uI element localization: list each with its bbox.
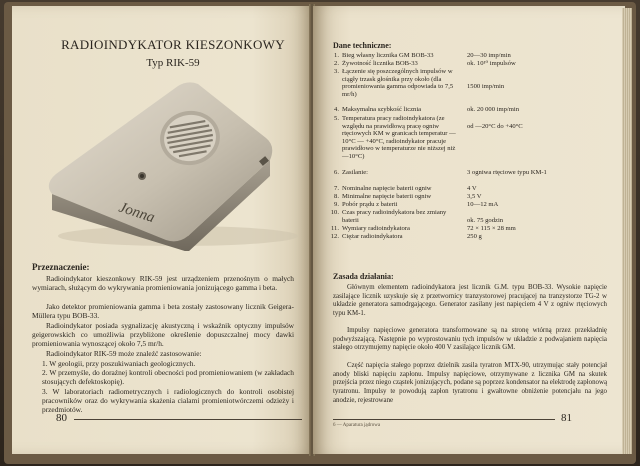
paragraph: Radioindykator posiada sygnalizację akustyczną i wskaźnik optyczny impulsów geigerowskich co umożliwia przybliżone określenie dopuszczalnej mocy dawki promieniowania wynoszącej około 7,5 mr/h. (32, 321, 294, 349)
paragraph: Głównym elementem radioindykatora jest licznik G.M. typu BOB-33. Wysokie napięcie zasilające licznik uzyskuje się z przetwornicy tranzystorowej pracującej na tranzystorze TG-2 w układzie generatora samodrgającego. Generator zasilany jest napięciem 4 V z ogniw rtęciowych typu KM-1. (333, 284, 607, 318)
spec-label: Żywotność licznika BOB-33 (342, 60, 418, 67)
spec-label: Wymiary radioindykatora (342, 225, 410, 232)
page-edges (622, 8, 632, 454)
spec-label: Ciężar radioindykatora (342, 233, 403, 240)
paragraph: Radioindykator kieszonkowy RIK-59 jest urządzeniem przenośnym o małych wymiarach, służącym do wykrywania promieniowania jonizującego gamma i beta. (32, 274, 294, 293)
spec-row (327, 209, 617, 225)
left-page (12, 6, 312, 454)
spec-row (327, 68, 617, 106)
paragraph: Impulsy napięciowe generatora transformowane są na stronę wtórną przez przekładnię podwyższającą. Następnie po wyprostowaniu tych impulsów w układzie z podwajaniem napięcia stałego otrzymujemy napięcie około 400 V zasilające licznik GM. (333, 327, 607, 352)
spec-number: 11. (331, 225, 339, 232)
spec-number: 7. (334, 185, 339, 192)
spec-row (327, 193, 617, 201)
paragraph: Jako detektor promieniowania gamma i beta zostały zastosowany licznik Geigera-Müllera typu BOB-33. (32, 302, 294, 321)
spec-number: 9. (334, 201, 339, 208)
spec-label: Łączenie się poszczególnych impulsów w ciągły trzask głośnika przy około (dla promieniowania gamma odpowiada to 7,5 mr/h) (342, 68, 454, 98)
paragraph: Część napięcia stałego poprzez dzielnik zasila tyratron MTX-90, utrzymując stały potencjał anody bliski napięciu zapłonu. Impulsy napięciowe, otrzymywane z licznika GM na skutek przejścia przez niego cząstek jonizujących, podane są poprzez kondensator na elektrodę zapłonową tyratronu. Impulsy te powodują zapłon tyratronu i gwałtowne obniżenie potencjału na jego anodzie, rejestrowane (333, 362, 607, 404)
spec-row (327, 185, 617, 193)
spec-number: 4. (334, 106, 339, 113)
spec-label: Nominalne napięcie baterii ogniw (342, 185, 432, 192)
device-brand-logo: Jonna (116, 199, 157, 227)
purpose-heading: Przeznaczenie: (32, 262, 90, 272)
list-item: 3. W laboratoriach radiometrycznych i radiologicznych do kontroli osobistej pracowników oraz do wykrywania skażenia cialami promieniotwórczemi odzieży i przedmiotów. (42, 387, 294, 415)
spec-value: 72 × 115 × 28 mm (467, 225, 516, 232)
spec-number: 12. (330, 233, 339, 240)
spec-value: od —20°C do +40°C (467, 123, 523, 130)
footer-rule (333, 419, 555, 420)
spec-label: Bieg własny licznika GM BOB-33 (342, 52, 434, 59)
spec-number: 1. (334, 52, 339, 59)
spec-number: 3. (334, 68, 339, 75)
paragraph: Radioindykator RIK-59 może znaleźć zastosowanie: (46, 349, 202, 358)
spec-label: Zasilanie: (342, 169, 368, 176)
spec-row (327, 233, 617, 241)
device-photo (38, 76, 312, 251)
spec-value: 3,5 V (467, 193, 482, 200)
spec-row (327, 201, 617, 209)
spec-row (327, 60, 617, 68)
spec-row (327, 52, 617, 60)
spec-row (327, 115, 617, 169)
spec-value: 10—12 mA (467, 201, 499, 208)
spec-row (327, 169, 617, 185)
spec-number: 5. (334, 115, 339, 122)
list-item: 2. W przemyśle, do doraźnej kontroli obecności pod promieniowaniem (w zakładach stosujących defektoskopię). (42, 368, 294, 387)
spec-value: 3 ogniwa rtęciowe typu KM-1 (467, 169, 547, 176)
spec-row (327, 106, 617, 115)
page-number: 80 (56, 412, 67, 424)
page-subtitle: Typ RIK-59 (146, 57, 200, 69)
specs-table (327, 52, 617, 241)
footer-note: 6 — Aparatura jądrowa (333, 423, 381, 428)
spec-number: 2. (334, 60, 339, 67)
page-number: 81 (561, 412, 572, 424)
page-title: RADIOINDYKATOR KIESZONKOWY (61, 37, 285, 52)
spec-value: ok. 10¹⁰ impulsów (467, 60, 516, 67)
right-page (313, 6, 625, 454)
spec-row (327, 225, 617, 233)
list-item: 1. W geologii, przy poszukiwaniach geologicznych. (42, 359, 196, 368)
spec-value: 4 V (467, 185, 477, 192)
spec-value: ok. 20 000 imp/min (467, 106, 520, 113)
spec-label: Maksymalna szybkość licznia (342, 106, 422, 113)
spec-number: 6. (334, 169, 339, 176)
spec-value: ok. 75 godzin (467, 217, 504, 224)
spec-value: 1500 imp/min (467, 83, 505, 90)
spec-number: 8. (334, 193, 339, 200)
principle-heading: Zasada działania: (333, 272, 394, 281)
spec-number: 10. (330, 209, 339, 216)
spec-label: Temperatura pracy radioindykatora (ze względu na prawidłową pracę ogniw rtęciowych KM w granicach temperatur —10°C — +40°C, radioindykator pracuje prawidłowo w temperaturze nie niższej niż —10°C) (342, 115, 456, 160)
spec-value: 250 g (467, 233, 482, 240)
footer-rule (74, 419, 302, 420)
spec-label: Pobór prądu z baterii (342, 201, 398, 208)
spec-value: 20—30 imp/min (467, 52, 511, 59)
spec-label: Minimalne napięcie baterii ogniw (342, 193, 432, 200)
specs-heading: Dane techniczne: (333, 41, 392, 50)
spec-label: Czas pracy radioindykatora bez zmiany baterii (342, 209, 447, 224)
